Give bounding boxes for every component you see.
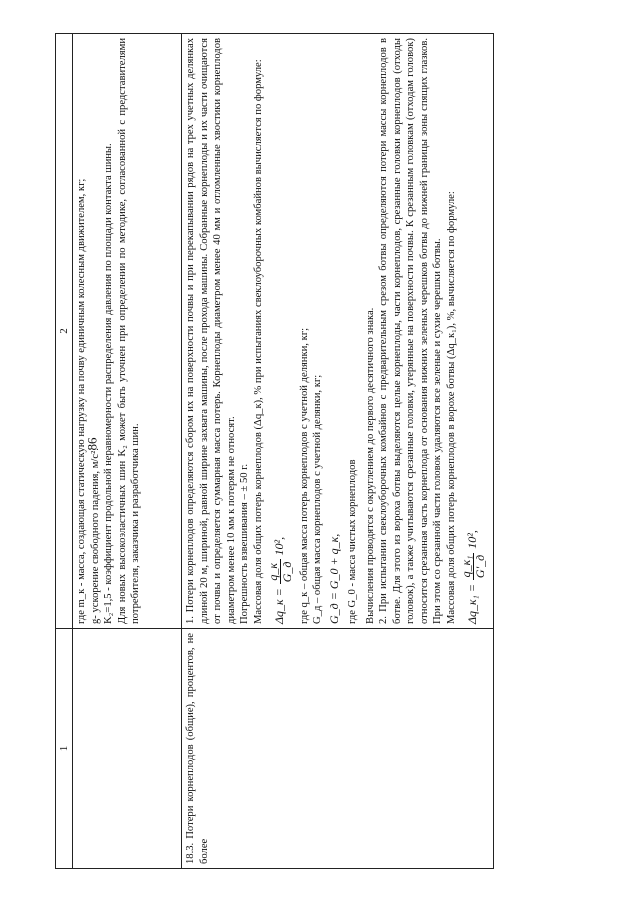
table-row (182, 34, 493, 869)
rowA-text-cell (73, 34, 182, 629)
formula-1-fraction (267, 559, 293, 584)
formula-3 (460, 38, 486, 624)
rowB-p1: 1. Потери корнеплодов определяются сбором их на поверхности почвы и при перекапывании рядов на трех учетных делянках длиной 20 м, шириной, равной ширине захвата машины, после прохода машины. Собранные корнеплоды и их части очищаются от почвы и определяется суммарная масса потерь. Корнеплоды диаметром менее 40 мм и отломленные хвостики корнеплодов диаметром менее 10 мм к потерям не относят. (185, 38, 237, 624)
table-row (73, 34, 182, 869)
formula-3-left: Δq_к₁ = (465, 584, 480, 624)
formula-3-right: 10², (465, 530, 480, 549)
rowB-where-2: G_д – общая масса корнеплодов с учетной делянки, кг; (312, 374, 324, 624)
rowB-label-cell (182, 629, 493, 869)
rowB-p5: Массовая доля общих потерь корнеплодов в ворохе ботвы (Δq_к₁), %, вычисляется по формуле: (445, 191, 457, 624)
formula-1 (267, 38, 293, 624)
col2-header: 2 (56, 34, 73, 629)
col1-header: 1 (56, 629, 73, 869)
rowB-where-3: где G_0 - масса чистых корнеплодов (347, 459, 358, 624)
rowB-calc-note: Вычисления проводятся с округлением до первого десятичного знака. (364, 307, 376, 624)
formula-3-denominator: G'_д (472, 554, 487, 579)
formula-1-left: Δq_к = (272, 588, 287, 624)
formula-3-numerator: q_к₁ (460, 553, 474, 580)
rowA-label-cell (73, 629, 182, 869)
rowB-p4: 2. При испытании свеклоуборочных комбайнов с предварительным срезом ботвы определяются потери массы корнеплодов в ботве. Для этого из вороха ботвы выделяются целые корнеплоды, части корнеплодов, срезанные головки корнеплодов (отходы головок), а также учитываются срезанные головки, утерянные на поверхности почвы. К срезанным головкам (отходам головок) относится срезанная часть корнеплода от основания нижних зеленых черешков ботвы до нижней границы зоны спящих глазков. При этом со срезанной части головок удаляются все зеленые и сухие черешки ботвы. (378, 38, 444, 624)
rowB-p3: Массовая доля общих потерь корнеплодов (Δq_к), % при испытаниях свеклоуборочных комбайнов вычисляется по формуле: (252, 59, 264, 624)
rotated-page (55, 34, 487, 869)
page-number: 86 (84, 437, 100, 451)
rowB-label: 18.3. Потери корнеплодов (общие), процентов, не более (185, 633, 210, 864)
rowA-line-1: где m_к - масса, создающая статическую нагрузку на почву единичным колесным движителем, кг; (76, 178, 88, 624)
formula-1-numerator: q_к (267, 559, 281, 584)
header-row (56, 34, 73, 869)
formula-2: G_д = G_0 + q_к, (326, 533, 341, 624)
formula-1-right: 10², (272, 536, 287, 556)
rowA-line-2: g- ускорение свободного падения, м/с². (89, 448, 101, 624)
formula-3-fraction (460, 553, 486, 580)
formula-1-denominator: G_д (279, 561, 294, 583)
rowB-where-1: где q_к – общая масса потерь корнеплодов с учетной делянки, кг; (298, 327, 310, 624)
requirements-table (55, 33, 494, 869)
rowB-p2: Погрешность взвешивания – ± 50 г. (239, 463, 251, 624)
rowB-text-cell (182, 34, 493, 629)
rowA-line-3: K₂=1,5 - коэффициент продольной неравномерности распределения давления по площади контакта шины. (103, 143, 115, 624)
rowA-line-4: Для новых высокоэластичных шин K₂ может быть уточнен при определении по методике, согласованной с представителями потребителя, заказчика и разработчика шин. (116, 38, 142, 624)
